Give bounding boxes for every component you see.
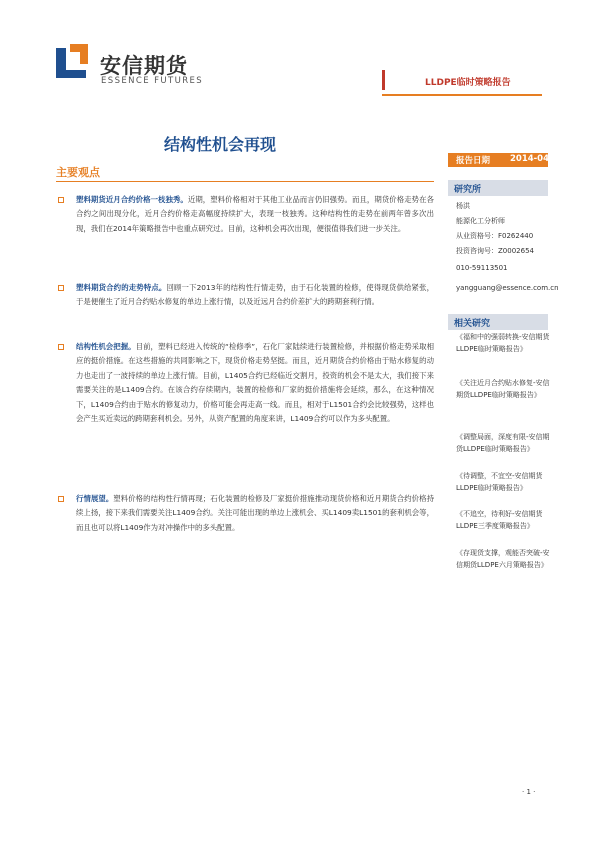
- report-date-value: 2014-04-17: [510, 154, 565, 164]
- main-points-divider: [56, 181, 434, 182]
- paragraph-lead: 塑料期货合约的走势特点。: [76, 283, 167, 292]
- bullet-icon: [58, 197, 64, 203]
- paragraph-lead: 行情展望。: [76, 494, 114, 503]
- paragraph-lead: 结构性机会把握。: [76, 342, 136, 351]
- analyst-name: 杨洪: [456, 202, 470, 210]
- related-report-item[interactable]: 《福和中的强弱转换-安信期货LLDPE临时策略报告》: [456, 333, 550, 353]
- paragraph-body: 回顾一下2013年的结构性行情走势，由于石化装置的检修，使得现货供给紧张，于是便催生了近月合约贴水修复的单边上涨行情，以及近远月合约价差扩大的跨期套利行情。: [76, 283, 434, 307]
- report-date-bar: [448, 153, 565, 167]
- header-divider: [382, 94, 542, 96]
- report-type-label: LLDPE临时策略报告: [425, 78, 511, 88]
- brand-name-cn: 安信期货: [100, 54, 188, 78]
- related-report-item[interactable]: 《不追空，待利好-安信期货LLDPE三季度策略报告》: [456, 510, 543, 530]
- report-date-label: 报告日期: [456, 156, 491, 166]
- bullet-icon: [58, 496, 64, 502]
- analyst-license: 从业资格号：F0262440: [456, 232, 534, 240]
- paragraph-body: 目前，塑料已经进入传统的“检修季”，石化厂家陆续进行装置检修，并根据价格走势采取相应的挺价措施。在这些措施的共同影响之下，现货价格走势坚挺。而且，近月期货合约价格由于贴水修复的动力也走出了一波持续的单边上涨行情。目前，L1405合约已经临近交割月，投资的机会不是太大，我们接下来需要关注的是L1409合约。在该合约存续期内，装置的检修和厂家的挺价措施将会延续，那么，在这种情况下，L1409合约由于贴水的修复动力，价格可能会再走高一线。而且，相对于L1501合约会比较强势，这样也会产生买近卖远的跨期套利机会。另外，从资产配置的角度来讲，L1409合约可以作为多头配置。: [76, 342, 434, 424]
- document-title: 结构性机会再现: [163, 135, 276, 154]
- main-points-heading: 主要观点: [56, 166, 100, 179]
- analyst-title: 能源化工分析师: [456, 217, 505, 225]
- analyst-advisory-license: 投资咨询号：Z0002654: [456, 247, 534, 255]
- page-number: · 1 ·: [522, 788, 536, 796]
- related-report-item[interactable]: 《存现货支撑，观能否突破-安信期货LLDPE六月策略报告》: [456, 549, 550, 569]
- bullet-icon: [58, 344, 64, 350]
- paragraph-lead: 塑料期货近月合约价格一枝独秀。: [76, 195, 188, 204]
- paragraph-body: 塑料价格的结构性行情再现；石化装置的检修及厂家挺价措施推动现货价格和近月期货合约价格持续上扬，接下来我们需要关注L1409合约。关注可能出现的单边上涨机会、买L1409卖L1501的套利机会等，而且也可以将L1409作为对冲操作中的多头配置。: [76, 494, 434, 532]
- related-report-item[interactable]: 《关注近月合约贴水修复-安信期货LLDPE临时策略报告》: [456, 379, 550, 399]
- paragraph-outlook: [76, 492, 434, 535]
- report-type-banner: [382, 70, 545, 90]
- related-report-item[interactable]: 《调整局面，深度有限-安信期货LLDPE临时策略报告》: [456, 433, 550, 453]
- paragraph-near-month-strength: [76, 193, 434, 236]
- essence-logo-icon: [52, 42, 90, 80]
- paragraph-contract-trend: [76, 281, 434, 310]
- paragraph-body: 近期，塑料价格相对于其他工业品而言仍旧强势。而且，期货价格走势在各合约之间出现分化，近月合约价格走高幅度持续扩大，表现一枝独秀。这种结构性的走势在前两年曾多次出现，我们在2014年策略报告中也重点研究过。目前，这种机会再次出现，便很值得我们进一步关注。: [76, 195, 434, 233]
- brand-name-en: ESSENCE FUTURES: [101, 76, 204, 86]
- related-report-item[interactable]: 《待调整，不宜空-安信期货LLDPE临时策略报告》: [456, 472, 543, 492]
- paragraph-structural-opportunity: [76, 340, 434, 426]
- related-research-heading: 相关研究: [448, 314, 548, 330]
- analyst-phone: 010-59113501: [456, 264, 508, 272]
- research-heading: 研究所: [448, 180, 548, 196]
- bullet-icon: [58, 285, 64, 291]
- analyst-email[interactable]: yangguang@essence.com.cn: [456, 284, 559, 292]
